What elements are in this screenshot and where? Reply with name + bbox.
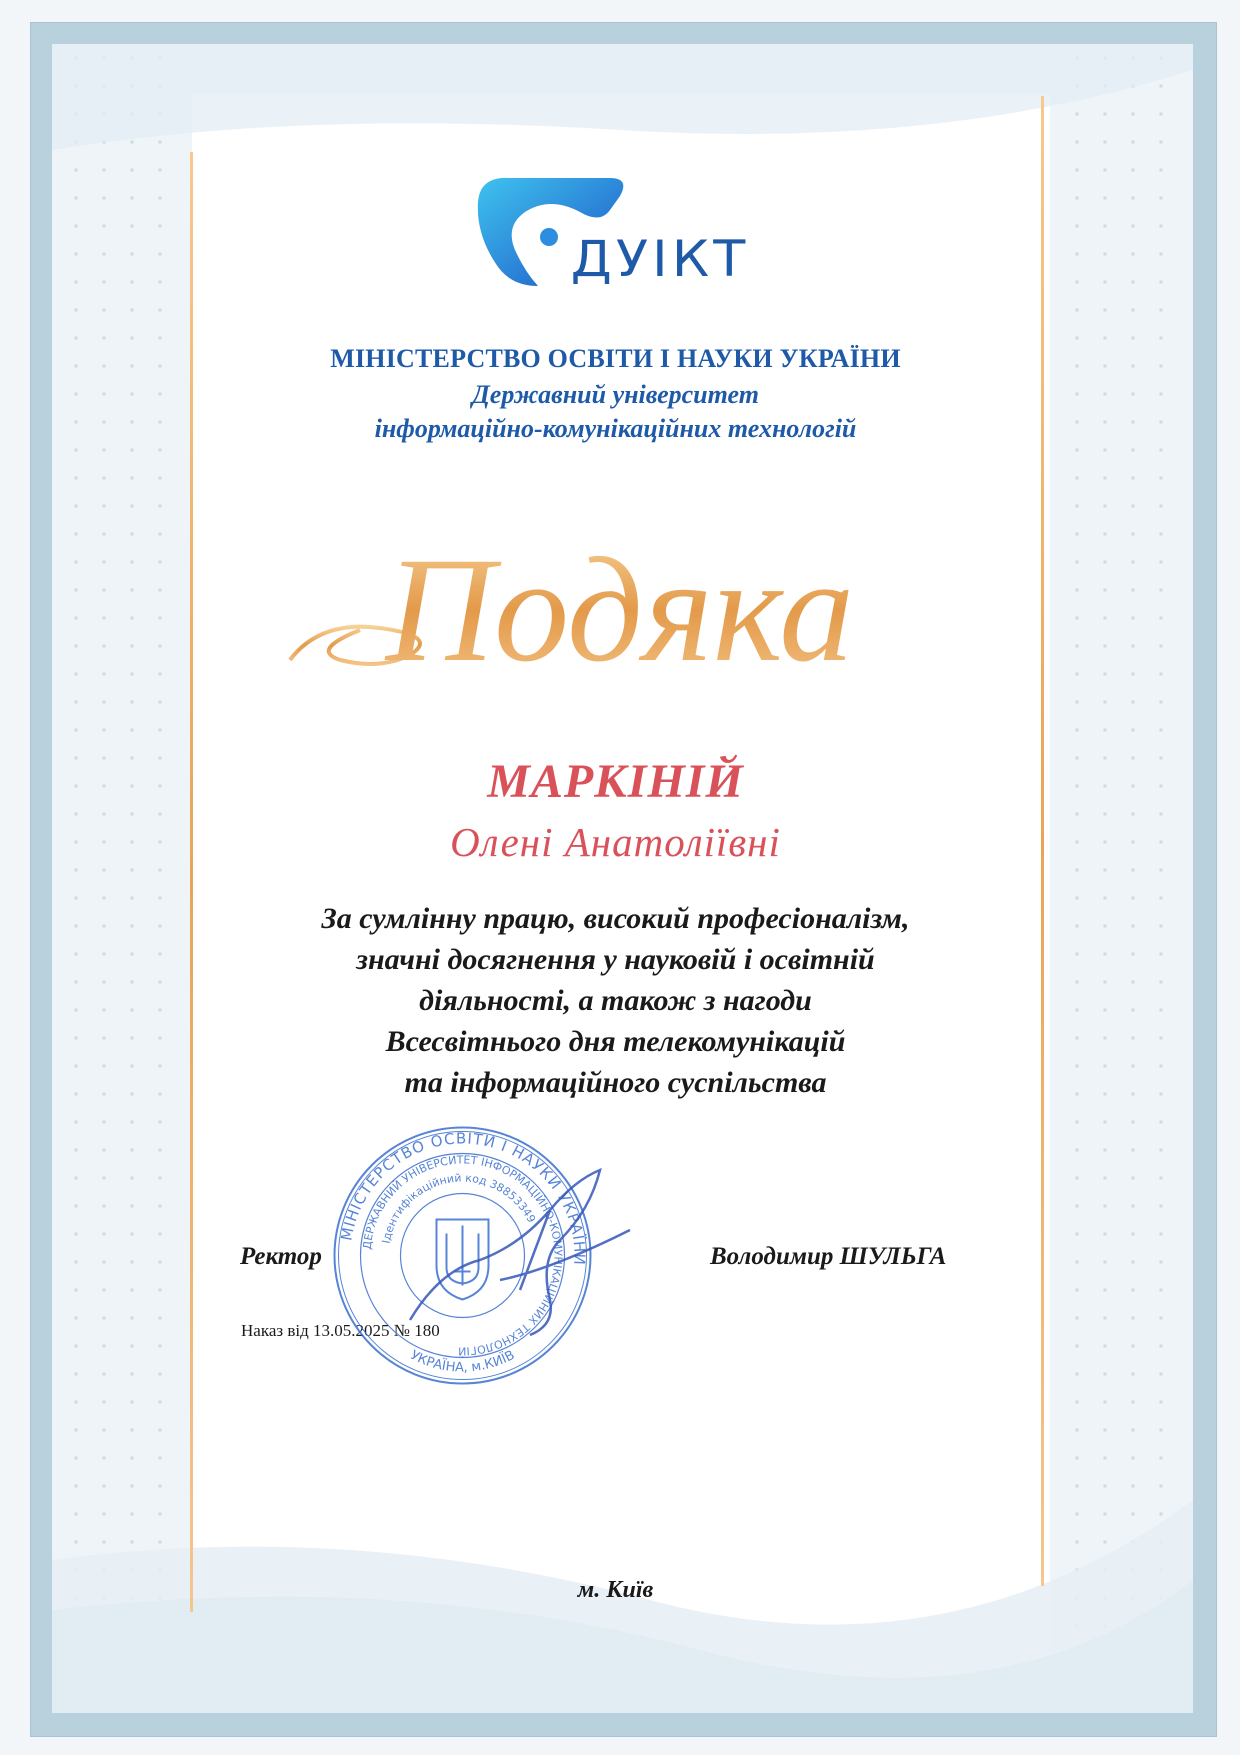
order-reference: Наказ від 13.05.2025 № 180 xyxy=(241,1321,440,1340)
university-name-line1: Державний університет xyxy=(472,380,759,409)
signatory-position: Ректор xyxy=(240,1243,322,1270)
seal-outer-text: МІНІСТЕРСТВО ОСВІТИ І НАУКИ УКРАЇНИ xyxy=(337,1129,589,1267)
recipient-surname: МАРКІНІЙ xyxy=(487,755,744,808)
title-podyaka xyxy=(280,510,960,700)
ministry-title: МІНІСТЕРСТВО ОСВІТИ І НАУКИ УКРАЇНИ xyxy=(330,344,901,373)
city-name: м. Київ xyxy=(577,1577,654,1603)
citation-line: та інформаційного суспільства xyxy=(404,1066,827,1099)
citation-text xyxy=(190,898,1041,1103)
seal-code-text: Ідентифікаційний код 38853349 xyxy=(379,1171,539,1245)
logo-wordmark: ДУІКТ xyxy=(570,230,750,288)
signatory-name: Володимир ШУЛЬГА xyxy=(710,1243,947,1270)
citation-line: діяльності, а також з нагоди xyxy=(419,984,812,1017)
seal-inner-text: ДЕРЖАВНИЙ УНІВЕРСИТЕТ ІНФОРМАЦІЙНО-КОМУНІКАЦІЙНИХ ТЕХНОЛОГІЙ xyxy=(360,1153,565,1358)
recipient-given-names: Олені Анатоліївні xyxy=(450,819,781,865)
citation-line: значні досягнення у науковій і освітній xyxy=(356,943,875,976)
university-name-line2: інформаційно-комунікаційних технологій xyxy=(374,414,857,443)
seal-bottom-text: УКРАЇНА, м.КИЇВ xyxy=(407,1347,518,1376)
citation-line: За сумлінну працю, високий професіоналізм, xyxy=(321,902,910,935)
gold-rule-right xyxy=(1041,96,1044,1586)
handwritten-signature xyxy=(400,1150,670,1350)
citation-line: Всесвітнього дня телекомунікацій xyxy=(385,1025,846,1058)
title-text: Подяка xyxy=(385,527,855,693)
